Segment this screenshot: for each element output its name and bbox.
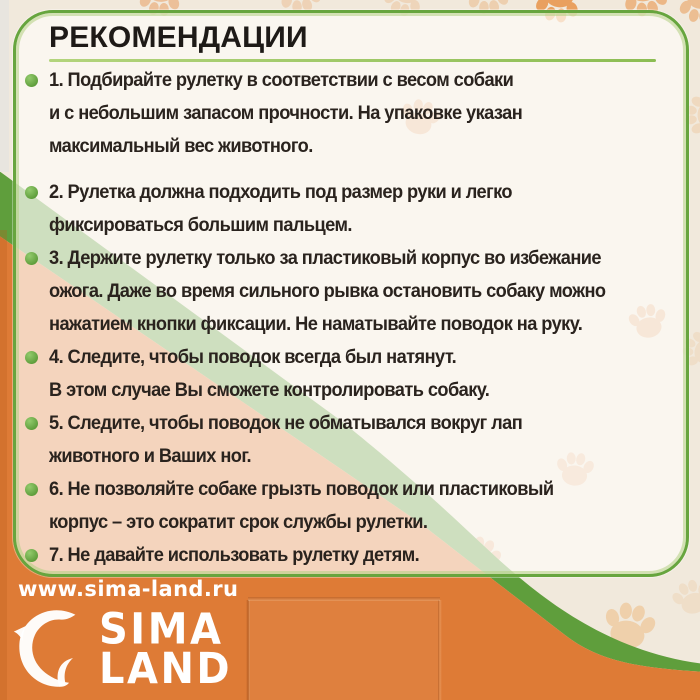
title-underline — [49, 59, 656, 62]
recommendations-list — [16, 64, 686, 572]
package-edge-shadow — [0, 230, 7, 700]
package-flap — [250, 601, 438, 700]
recommendation-line: 6. Не позволяйте собаке грызть поводок или пластиковый — [49, 479, 554, 500]
recommendation-line: ожога. Даже во время сильного рывка остановить собаку можно — [49, 281, 606, 302]
website-url: www.sima-land.ru — [18, 577, 239, 601]
recommendation-line: 5. Следите, чтобы поводок не обматывался вокруг лап — [49, 413, 523, 434]
bullet-icon — [25, 549, 38, 562]
recommendation-line: В этом случае Вы сможете контролировать собаку. — [49, 380, 490, 401]
bullet-icon — [25, 483, 38, 496]
recommendation-item — [25, 473, 678, 539]
bullet-icon — [25, 417, 38, 430]
recommendation-item — [25, 176, 678, 242]
bullet-icon — [25, 74, 38, 87]
bullet-icon — [25, 351, 38, 364]
brand-line: LAND — [99, 644, 233, 694]
recommendation-line: нажатием кнопки фиксации. Не наматывайте поводок на руку. — [49, 314, 583, 335]
recommendation-line: 1. Подбирайте рулетку в соответствии с весом собаки — [49, 70, 514, 91]
card-title: РЕКОМЕНДАЦИИ — [49, 21, 308, 54]
recommendation-line: 4. Следите, чтобы поводок всегда был натянут. — [49, 347, 457, 368]
recommendation-item — [25, 407, 678, 473]
recommendation-line: 7. Не давайте использовать рулетку детям. — [49, 545, 420, 566]
recommendation-line: 2. Рулетка должна подходить под размер руки и легко — [49, 182, 512, 203]
recommendation-item — [25, 242, 678, 341]
recommendation-item — [25, 539, 678, 572]
dolphin-icon — [13, 603, 93, 697]
recommendation-item — [25, 341, 678, 407]
recommendation-item — [25, 64, 678, 163]
recommendation-line: максимальный вес животного. — [49, 136, 313, 157]
recommendation-line: животного и Ваших ног. — [49, 446, 252, 467]
package-edge — [0, 0, 9, 172]
brand-line: SIMA — [99, 605, 224, 655]
recommendation-line: корпус – это сократит срок службы рулетки. — [49, 512, 428, 533]
sima-land-logo — [13, 603, 232, 697]
recommendation-line: фиксироваться большим пальцем. — [49, 215, 352, 236]
bullet-icon — [25, 186, 38, 199]
recommendation-line: 3. Держите рулетку только за пластиковый корпус во избежание — [49, 248, 601, 269]
recommendation-line: и с небольшим запасом прочности. На упаковке указан — [49, 103, 523, 124]
package-crease — [438, 600, 442, 700]
brand-wordmark — [99, 605, 233, 694]
recommendations-card — [13, 10, 689, 577]
bullet-icon — [25, 252, 38, 265]
